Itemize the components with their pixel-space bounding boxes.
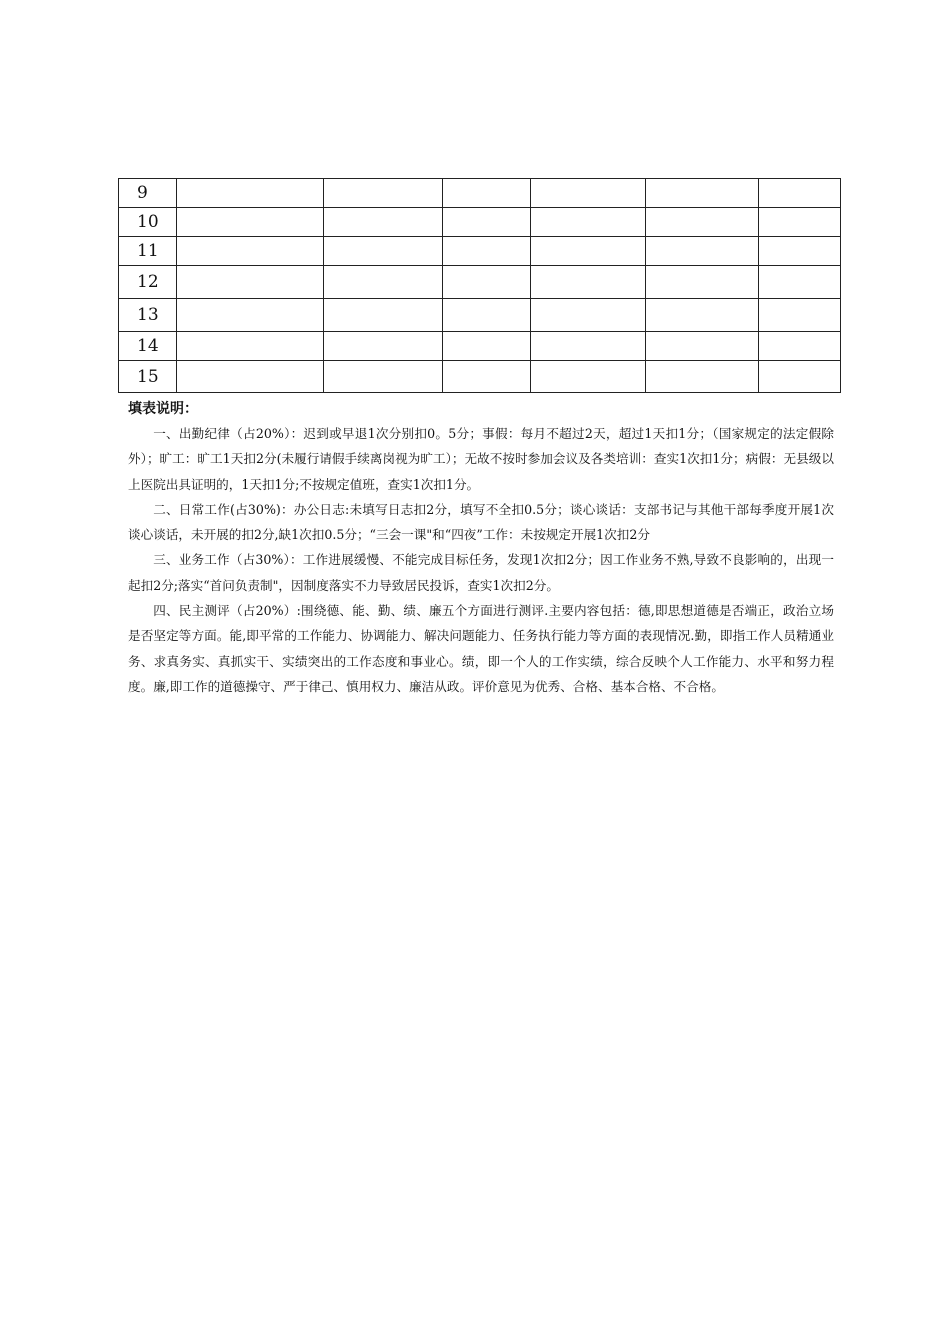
table-cell xyxy=(443,299,531,332)
note-paragraph-attendance: 一、出勤纪律（占20%）：迟到或早退1次分别扣0。5分；事假：每月不超过2天，超过1天扣1分；（国家规定的法定假除外）；旷工：旷工1天扣2分(未履行请假手续离岗视为旷工）；无故不按时参加会议及各类培训：查实1次扣1分；病假：无县级以上医院出具证明的，1天扣1分;不按规定值班，查实1次扣1分。 xyxy=(128,426,834,492)
table-cell xyxy=(531,361,646,393)
row-number: 11 xyxy=(119,237,177,266)
row-number: 12 xyxy=(119,266,177,299)
table-cell xyxy=(443,179,531,208)
table-cell xyxy=(177,332,324,361)
table-cell xyxy=(443,332,531,361)
table-row xyxy=(119,208,841,237)
table-row xyxy=(119,299,841,332)
table-cell xyxy=(324,179,443,208)
table-cell xyxy=(177,266,324,299)
table-cell xyxy=(177,208,324,237)
table-cell xyxy=(531,208,646,237)
table-cell xyxy=(759,179,841,208)
row-number: 13 xyxy=(119,299,177,332)
table-cell xyxy=(646,237,759,266)
table-cell xyxy=(759,237,841,266)
table-cell xyxy=(531,237,646,266)
table-row xyxy=(119,237,841,266)
row-number: 9 xyxy=(119,179,177,208)
table-cell xyxy=(531,299,646,332)
table-cell xyxy=(759,361,841,393)
notes-title: 填表说明： xyxy=(128,401,198,417)
table-cell xyxy=(443,266,531,299)
note-paragraph-daily-work: 二、日常工作(占30%)：办公日志:未填写日志扣2分，填写不全扣0.5分；谈心谈话：支部书记与其他干部每季度开展1次谈心谈话，未开展的扣2分,缺1次扣0.5分；“三会一课"和“四夜”工作：未按规定开展1次扣2分 xyxy=(128,501,834,543)
table-cell xyxy=(646,179,759,208)
table-cell xyxy=(759,266,841,299)
note-paragraph-business-work: 三、业务工作（占30%）：工作进展缓慢、不能完成目标任务，发现1次扣2分；因工作业务不熟,导致不良影响的，出现一起扣2分;落实“首问负责制"，因制度落实不力导致居民投诉，查实1次扣2分。 xyxy=(128,552,834,593)
table-cell xyxy=(443,237,531,266)
table-row xyxy=(119,266,841,299)
table-cell xyxy=(177,179,324,208)
row-number: 15 xyxy=(119,361,177,393)
table-cell xyxy=(324,332,443,361)
table-cell xyxy=(531,179,646,208)
table-row xyxy=(119,179,841,208)
table-cell xyxy=(531,266,646,299)
table-cell xyxy=(177,299,324,332)
row-number: 10 xyxy=(119,208,177,237)
table-cell xyxy=(324,208,443,237)
table-cell xyxy=(646,299,759,332)
table-cell xyxy=(177,237,324,266)
table-cell xyxy=(177,361,324,393)
table-cell xyxy=(324,299,443,332)
table-row xyxy=(119,361,841,393)
table-cell xyxy=(324,266,443,299)
table-cell xyxy=(324,361,443,393)
table-cell xyxy=(443,361,531,393)
table-cell xyxy=(759,208,841,237)
score-table xyxy=(118,178,841,393)
table-row xyxy=(119,332,841,361)
row-number: 14 xyxy=(119,332,177,361)
note-paragraph-democratic-evaluation: 四、民主测评（占20%）:围绕德、能、勤、绩、廉五个方面进行测评.主要内容包括：德,即思想道德是否端正，政治立场是否坚定等方面。能,即平常的工作能力、协调能力、解决问题能力、任务执行能力等方面的表现情况.勤，即指工作人员精通业务、求真务实、真抓实干、实绩突出的工作态度和事业心。绩，即一个人的工作实绩，综合反映个人工作能力、水平和努力程度。廉,即工作的道德操守、严于律己、慎用权力、廉洁从政。评价意见为优秀、合格、基本合格、不合格。 xyxy=(128,603,834,694)
table-cell xyxy=(759,332,841,361)
notes-body xyxy=(128,421,834,699)
table-cell xyxy=(443,208,531,237)
table-cell xyxy=(531,332,646,361)
table-cell xyxy=(646,266,759,299)
table-cell xyxy=(759,299,841,332)
table-cell xyxy=(646,208,759,237)
table-cell xyxy=(646,332,759,361)
table-cell xyxy=(324,237,443,266)
table-cell xyxy=(646,361,759,393)
